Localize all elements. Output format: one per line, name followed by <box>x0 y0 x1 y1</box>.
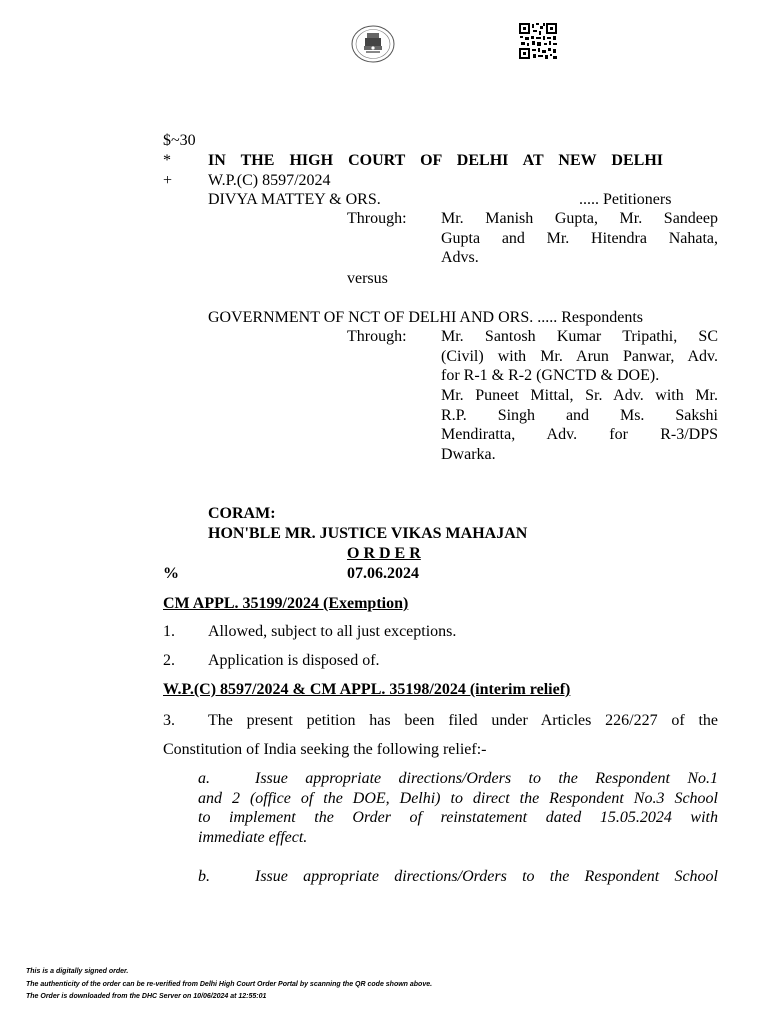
relief-text-line: Issue appropriate directions/Orders to the Respondent School <box>255 868 718 885</box>
respondent-counsel-line: Mr. Puneet Mittal, Sr. Adv. with Mr. <box>441 387 718 404</box>
versus-label: versus <box>347 270 388 287</box>
through-label-respondent: Through: <box>347 328 407 345</box>
listing-code: $~30 <box>163 132 196 149</box>
relief-text-line: to implement the Order of reinstatement dated 15.05.2024 with <box>198 809 718 826</box>
para-text: Allowed, subject to all just exceptions. <box>208 623 457 640</box>
petitioner-counsel-line: Gupta and Mr. Hitendra Nahata, <box>441 230 718 247</box>
para-number: 1. <box>163 623 175 640</box>
respondent-counsel-line: Mendiratta, Adv. for R-3/DPS <box>441 426 718 443</box>
coram-label: CORAM: <box>208 505 276 522</box>
respondent-counsel-line: for R-1 & R-2 (GNCTD & DOE). <box>441 367 660 384</box>
relief-text-line: immediate effect. <box>198 829 308 846</box>
download-note: The Order is downloaded from the DHC Server on 10/06/2024 at 12:55:01 <box>26 993 267 1000</box>
respondent-counsel-line: (Civil) with Mr. Arun Panwar, Adv. <box>441 348 718 365</box>
state-emblem-icon <box>350 24 396 64</box>
relief-label: a. <box>198 770 210 787</box>
verification-note: The authenticity of the order can be re-verified from Delhi High Court Order Portal by scanning the QR code shown above. <box>26 981 433 988</box>
through-label-petitioner: Through: <box>347 210 407 227</box>
petitioner-role: ..... Petitioners <box>579 191 672 208</box>
respondent-counsel-line: Mr. Santosh Kumar Tripathi, SC <box>441 328 718 345</box>
order-title: O R D E R <box>347 545 421 562</box>
heading-exemption: CM APPL. 35199/2024 (Exemption) <box>163 595 409 612</box>
para-text: The present petition has been filed under Articles 226/227 of the <box>208 712 718 729</box>
plus-marker: + <box>163 172 173 189</box>
respondent-counsel-line: Dwarka. <box>441 446 496 463</box>
respondent-counsel-line: R.P. Singh and Ms. Sakshi <box>441 407 718 424</box>
qr-code-icon <box>518 22 558 60</box>
petitioner-name: DIVYA MATTEY & ORS. <box>208 191 381 208</box>
para-number: 2. <box>163 652 175 669</box>
para-number: 3. <box>163 712 175 729</box>
percent-marker: % <box>163 565 179 582</box>
signature-note: This is a digitally signed order. <box>26 968 129 975</box>
relief-label: b. <box>198 868 210 885</box>
star-marker: * <box>163 152 171 169</box>
respondent-line: GOVERNMENT OF NCT OF DELHI AND ORS. ..... Respondents <box>208 309 643 326</box>
relief-text-line: Issue appropriate directions/Orders to the Respondent No.1 <box>255 770 718 787</box>
relief-text-line: and 2 (office of the DOE, Delhi) to direct the Respondent No.3 School <box>198 790 718 807</box>
petitioner-counsel-line: Mr. Manish Gupta, Mr. Sandeep <box>441 210 718 227</box>
judge-name: HON'BLE MR. JUSTICE VIKAS MAHAJAN <box>208 525 528 542</box>
order-date: 07.06.2024 <box>347 565 419 582</box>
case-number: W.P.(C) 8597/2024 <box>208 172 331 189</box>
court-name: IN THE HIGH COURT OF DELHI AT NEW DELHI <box>208 152 663 169</box>
heading-writ: W.P.(C) 8597/2024 & CM APPL. 35198/2024 (interim relief) <box>163 681 571 698</box>
para-text: Application is disposed of. <box>208 652 380 669</box>
petitioner-counsel-line: Advs. <box>441 249 479 266</box>
para-text: Constitution of India seeking the following relief:- <box>163 741 487 758</box>
